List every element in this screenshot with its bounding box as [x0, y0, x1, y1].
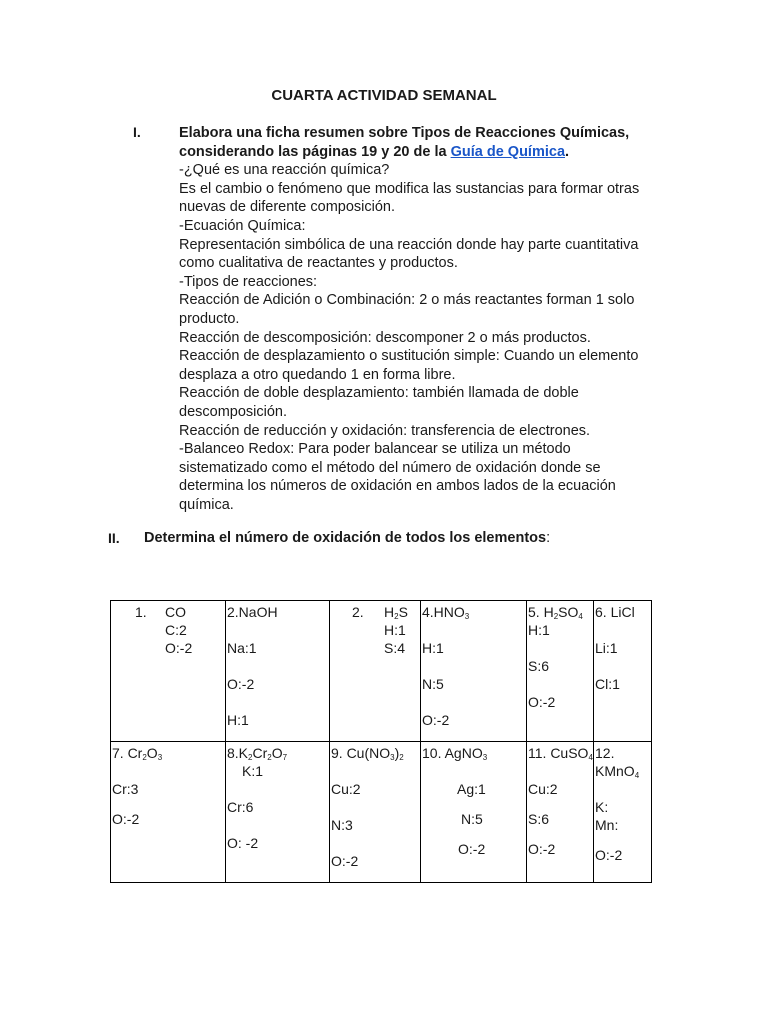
table-cell — [330, 742, 421, 883]
section-1-heading-line-2 — [179, 143, 659, 162]
table-cell — [226, 742, 330, 883]
formula — [112, 745, 162, 762]
body-line: química. — [179, 496, 234, 513]
body-line: -Ecuación Química: — [179, 217, 306, 234]
table-cell — [111, 742, 226, 883]
oxidation-table — [110, 600, 652, 883]
section-1-heading-line-1: Elabora una ficha resumen sobre Tipos de Reacciones Químicas, — [179, 125, 630, 141]
formula-part: Cr — [252, 745, 268, 761]
body-line: desplaza a otro quedando 1 en forma libre. — [179, 366, 456, 383]
oxidation-value: Cu:2 — [331, 781, 361, 797]
oxidation-value: O:-2 — [227, 676, 255, 692]
formula — [422, 604, 469, 621]
subscript: 3 — [390, 753, 395, 762]
oxidation-value: Ag:1 — [457, 781, 486, 797]
formula-part: 8.K — [227, 745, 249, 761]
formula-part: S — [398, 604, 408, 620]
table-cell — [527, 601, 594, 742]
oxidation-value: S:6 — [528, 658, 550, 674]
section-2-colon: : — [546, 530, 551, 546]
oxidation-value: O:-2 — [528, 841, 556, 857]
subscript: 3 — [482, 753, 488, 762]
formula-part: KMnO — [595, 763, 635, 779]
oxidation-value: S:6 — [528, 811, 550, 827]
formula — [384, 604, 408, 621]
body-line: descomposición. — [179, 403, 287, 420]
table-cell — [594, 742, 652, 883]
subscript: 2 — [394, 612, 399, 621]
body-line: -Tipos de reacciones: — [179, 273, 318, 290]
oxidation-value: Mn: — [595, 817, 619, 833]
subscript: 2 — [553, 612, 559, 621]
table-cell — [226, 601, 330, 742]
table-cell — [594, 601, 652, 742]
oxidation-value: O: -2 — [227, 835, 259, 851]
oxidation-value: O:-2 — [112, 811, 140, 827]
body-line: Reacción de desplazamiento o sustitución simple: Cuando un elemento — [179, 348, 639, 365]
formula — [422, 745, 487, 762]
oxidation-value: Cl:1 — [595, 676, 620, 692]
oxidation-value: Li:1 — [595, 640, 618, 656]
body-line: -Balanceo Redox: Para poder balancear se utiliza un método — [179, 441, 571, 458]
formula-part: O — [146, 745, 158, 761]
formula-part: O — [271, 745, 283, 761]
section-1-body — [179, 124, 659, 514]
body-line: Reacción de Adición o Combinación: 2 o más reactantes forman 1 solo — [179, 292, 635, 309]
table-cell — [111, 601, 226, 742]
body-line: nuevas de diferente composición. — [179, 199, 396, 216]
oxidation-value: O:-2 — [458, 841, 486, 857]
body-line: como cualitativa de reactantes y productos. — [179, 255, 458, 272]
subscript: 3 — [464, 612, 470, 621]
body-line: -¿Qué es una reacción química? — [179, 162, 390, 179]
oxidation-value: H:1 — [227, 712, 249, 728]
oxidation-value: H:1 — [422, 640, 444, 656]
oxidation-value: N:5 — [422, 676, 444, 692]
oxidation-value: Cr:6 — [227, 799, 254, 815]
formula-part: H — [384, 604, 395, 620]
formula-part: 7. Cr — [112, 745, 143, 761]
section-1-number: I. — [133, 124, 141, 140]
formula — [528, 604, 583, 621]
oxidation-value: S:4 — [384, 640, 406, 656]
item-number: 1. — [135, 604, 147, 620]
oxidation-value: O:-2 — [422, 712, 450, 728]
table-cell — [421, 742, 527, 883]
document-title: CUARTA ACTIVIDAD SEMANAL — [271, 87, 497, 104]
body-line: Es el cambio o fenómeno que modifica las sustancias para formar otras — [179, 180, 640, 197]
section-2-heading-text: Determina el número de oxidación de todos los elementos — [144, 530, 547, 546]
body-line: determina los números de oxidación en ambos lados de la ecuación — [179, 478, 616, 495]
formula-part: SO — [558, 604, 579, 620]
table-row — [111, 601, 652, 742]
oxidation-value: O:-2 — [595, 847, 623, 863]
oxidation-value: N:3 — [331, 817, 353, 833]
section-2-number: II. — [108, 530, 120, 546]
subscript: 2 — [142, 753, 147, 762]
body-line: Reacción de descomposición: descomponer 2 o más productos. — [179, 329, 591, 346]
subscript: 4 — [634, 771, 640, 780]
formula-part: ) — [394, 745, 400, 761]
formula: CO — [165, 604, 186, 620]
oxidation-value: H:1 — [384, 622, 406, 638]
oxidation-value: K:1 — [242, 763, 264, 779]
item-number: 2. — [352, 604, 364, 620]
oxidation-value: O:-2 — [528, 694, 556, 710]
subscript: 4 — [588, 753, 593, 762]
subscript: 2 — [248, 753, 253, 762]
formula — [331, 745, 404, 762]
guia-quimica-link[interactable]: Guía de Química — [450, 143, 566, 160]
formula — [227, 745, 287, 762]
body-line: producto. — [179, 310, 240, 327]
oxidation-value: Cr:3 — [112, 781, 139, 797]
table-cell — [421, 601, 527, 742]
formula-part: 4.HNO — [422, 604, 465, 620]
subscript: 3 — [157, 753, 163, 762]
body-line: Reacción de doble desplazamiento: también llamada de doble — [179, 385, 579, 402]
oxidation-value: O:-2 — [165, 640, 193, 656]
heading-text: considerando las páginas 19 y 20 de la — [179, 143, 451, 160]
subscript: 4 — [578, 612, 583, 621]
table-cell — [330, 601, 421, 742]
formula: 2.NaOH — [227, 604, 278, 620]
oxidation-value: Na:1 — [227, 640, 257, 656]
section-2-heading — [144, 530, 550, 546]
body-line: sistematizado como el método del número de oxidación donde se — [179, 459, 601, 476]
oxidation-value: H:1 — [528, 622, 550, 638]
formula-part: 5. H — [528, 604, 554, 620]
formula — [528, 745, 593, 762]
subscript: 7 — [282, 753, 288, 762]
formula-part: 11. CuSO — [528, 745, 589, 761]
body-line: Reacción de reducción y oxidación: transferencia de electrones. — [179, 422, 591, 439]
formula-part: 9. Cu(NO — [331, 745, 391, 761]
item-number: 12. — [595, 745, 615, 761]
oxidation-value: C:2 — [165, 622, 187, 638]
formula — [595, 763, 639, 780]
formula-part: 10. AgNO — [422, 745, 483, 761]
oxidation-value: O:-2 — [331, 853, 359, 869]
heading-period: . — [565, 143, 570, 160]
table-row — [111, 742, 652, 883]
table-cell — [527, 742, 594, 883]
subscript: 2 — [267, 753, 272, 762]
subscript: 2 — [399, 753, 404, 762]
formula: 6. LiCl — [595, 604, 635, 620]
oxidation-value: K: — [595, 799, 609, 815]
body-line: Representación simbólica de una reacción donde hay parte cuantitativa — [179, 236, 639, 253]
oxidation-value: N:5 — [461, 811, 483, 827]
oxidation-value: Cu:2 — [528, 781, 558, 797]
